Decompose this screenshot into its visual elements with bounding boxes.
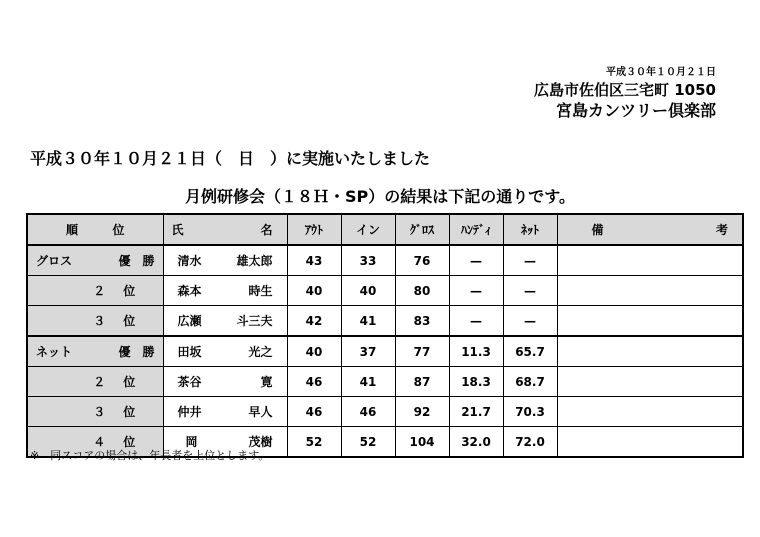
remarks-cell	[557, 397, 743, 427]
header-date: 平成３０年１０月２１日	[606, 67, 716, 78]
header-club-name: 宮島カンツリー倶楽部	[555, 101, 716, 120]
net-cell: 65.7	[503, 336, 557, 367]
name-cell: 清水 雄太郎	[163, 245, 287, 276]
out-cell: 52	[287, 427, 341, 458]
remarks-cell	[557, 276, 743, 306]
footnote: ※ 同スコアの場合は、年長者を上位とします。	[30, 449, 270, 462]
in-cell: 37	[341, 336, 395, 367]
table-row	[27, 336, 743, 367]
handicap-cell: —	[449, 245, 503, 276]
in-cell: 46	[341, 397, 395, 427]
rank-cell: ２ 位	[27, 276, 163, 306]
rank-cell: ２ 位	[27, 367, 163, 397]
header-rank: 順 位	[27, 214, 163, 245]
gross-cell: 104	[395, 427, 449, 458]
table-row	[27, 245, 743, 276]
rank-cell: ３ 位	[27, 397, 163, 427]
table-row	[27, 276, 743, 306]
table-row	[27, 306, 743, 337]
rank-cell: ３ 位	[27, 306, 163, 337]
in-cell: 33	[341, 245, 395, 276]
name-cell: 田坂 光之	[163, 336, 287, 367]
gross-cell: 83	[395, 306, 449, 337]
handicap-cell: —	[449, 306, 503, 337]
name-cell: 森本 時生	[163, 276, 287, 306]
handicap-cell: 18.3	[449, 367, 503, 397]
table-header-row	[27, 214, 743, 245]
net-cell: —	[503, 245, 557, 276]
table-row	[27, 367, 743, 397]
gross-cell: 76	[395, 245, 449, 276]
name-cell: 岡 茂樹	[163, 427, 287, 458]
intro-text: 平成３０年１０月２１日（ 日 ）に実施いたしました	[30, 149, 431, 168]
header-name: 氏 名	[163, 214, 287, 245]
out-cell: 42	[287, 306, 341, 337]
net-cell: 72.0	[503, 427, 557, 458]
header-address: 広島市佐伯区三宅町 1050	[534, 81, 716, 99]
in-cell: 52	[341, 427, 395, 458]
name-cell: 仲井 早人	[163, 397, 287, 427]
gross-cell: 80	[395, 276, 449, 306]
net-cell: 70.3	[503, 397, 557, 427]
rank-cell: ４ 位	[27, 427, 163, 458]
header-out: ｱｳﾄ	[287, 214, 341, 245]
remarks-cell	[557, 367, 743, 397]
remarks-cell	[557, 336, 743, 367]
out-cell: 40	[287, 336, 341, 367]
header-gross: ｸﾞﾛｽ	[395, 214, 449, 245]
rank-cell: ネット 優 勝	[27, 336, 163, 367]
header-handicap: ﾊﾝﾃﾞｨ	[449, 214, 503, 245]
subtitle-text: 月例研修会（１８Ｈ・SP）の結果は下記の通りです。	[185, 187, 575, 206]
results-table	[26, 213, 744, 458]
header-in: イン	[341, 214, 395, 245]
gross-cell: 77	[395, 336, 449, 367]
gross-cell: 87	[395, 367, 449, 397]
header-remarks: 備 考	[557, 214, 743, 245]
header-net: ﾈｯﾄ	[503, 214, 557, 245]
table-row	[27, 397, 743, 427]
out-cell: 40	[287, 276, 341, 306]
remarks-cell	[557, 245, 743, 276]
remarks-cell	[557, 427, 743, 458]
handicap-cell: —	[449, 276, 503, 306]
in-cell: 41	[341, 367, 395, 397]
in-cell: 40	[341, 276, 395, 306]
out-cell: 46	[287, 397, 341, 427]
gross-cell: 92	[395, 397, 449, 427]
handicap-cell: 21.7	[449, 397, 503, 427]
out-cell: 43	[287, 245, 341, 276]
handicap-cell: 32.0	[449, 427, 503, 458]
rank-cell: グロス 優 勝	[27, 245, 163, 276]
in-cell: 41	[341, 306, 395, 337]
net-cell: —	[503, 306, 557, 337]
name-cell: 広瀬 斗三夫	[163, 306, 287, 337]
net-cell: 68.7	[503, 367, 557, 397]
net-cell: —	[503, 276, 557, 306]
name-cell: 茶谷 寛	[163, 367, 287, 397]
out-cell: 46	[287, 367, 341, 397]
handicap-cell: 11.3	[449, 336, 503, 367]
remarks-cell	[557, 306, 743, 337]
